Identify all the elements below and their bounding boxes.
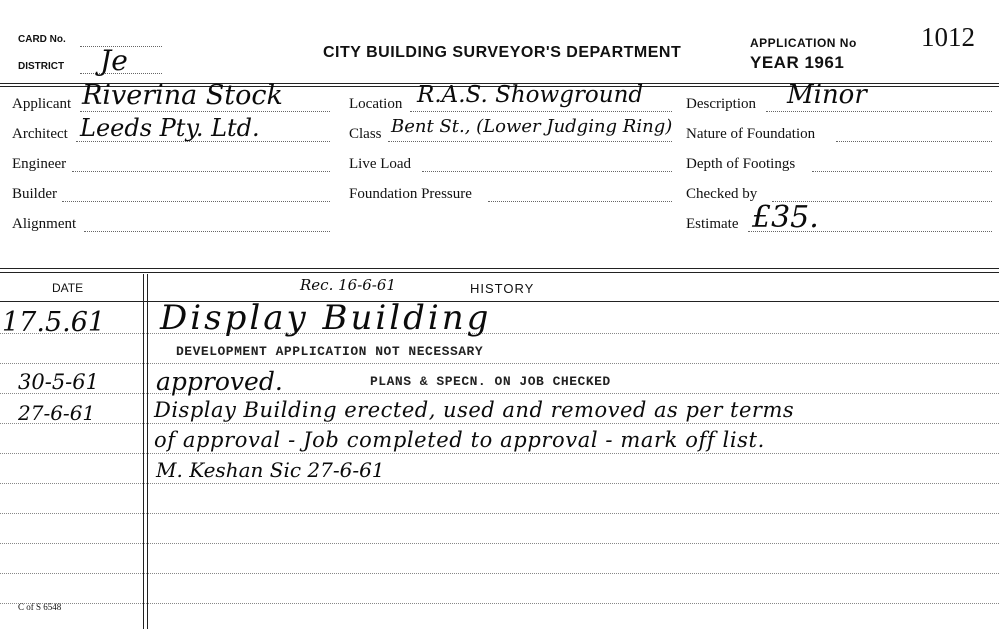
history-line: [0, 603, 999, 604]
entry-date: 30-5-61: [18, 370, 99, 394]
nature-label: Nature of Foundation: [686, 126, 816, 142]
history-line: [0, 393, 999, 394]
application-number: 1012: [921, 22, 975, 52]
description-line: [766, 111, 992, 112]
estimate-label: Estimate: [686, 216, 739, 232]
checked-label: Checked by: [686, 186, 758, 202]
class-value: Bent St., (Lower Judging Ring): [391, 116, 673, 137]
history-line: [0, 363, 999, 364]
date-column-divider-2: [147, 274, 148, 629]
location-value: R.A.S. Showground: [417, 82, 644, 108]
location-label: Location: [349, 96, 403, 112]
history-header: HISTORY: [470, 281, 535, 296]
entry-date: 17.5.61: [2, 307, 106, 338]
history-line: [0, 543, 999, 544]
alignment-line: [84, 231, 330, 232]
description-label: Description: [686, 96, 756, 112]
depth-label: Depth of Footings: [686, 156, 796, 172]
nature-line: [836, 141, 992, 142]
entry-text: Display Building erected, used and removed as per terms: [154, 398, 795, 422]
history-line: [0, 333, 999, 334]
architect-label: Architect: [12, 126, 68, 142]
history-line: [0, 483, 999, 484]
district-value: Je: [100, 44, 128, 77]
history-line: [0, 573, 999, 574]
engineer-line: [72, 171, 330, 172]
builder-label: Builder: [12, 186, 57, 202]
stamp-plans-checked: PLANS & SPECN. ON JOB CHECKED: [370, 374, 611, 389]
application-label: APPLICATION No: [750, 36, 857, 50]
applicant-line: [80, 111, 330, 112]
live-load-label: Live Load: [349, 156, 412, 172]
foundation-pressure-label: Foundation Pressure: [349, 186, 472, 202]
entry-text: Display Building: [160, 298, 492, 338]
location-line: [410, 111, 672, 112]
entry-text: approved.: [156, 367, 283, 396]
history-rule-top2: [0, 272, 999, 273]
district-label: DISTRICT: [18, 61, 65, 72]
live-load-line: [422, 171, 672, 172]
depth-line: [812, 171, 992, 172]
class-label: Class: [349, 126, 382, 142]
alignment-label: Alignment: [12, 216, 77, 232]
date-column-divider: [143, 274, 144, 629]
history-header-rule: [0, 301, 999, 302]
history-line: [0, 453, 999, 454]
year-label: YEAR 1961: [750, 53, 845, 72]
description-value: Minor: [787, 80, 867, 110]
card-no-label: CARD No.: [18, 34, 66, 45]
received-note: Rec. 16-6-61: [300, 276, 396, 294]
entry-continuation: of approval - Job completed to approval - mark off list.: [154, 428, 765, 452]
form-code: C of S 6548: [18, 602, 62, 612]
history-line: [0, 513, 999, 514]
class-line: [388, 141, 672, 142]
date-header: DATE: [52, 281, 84, 295]
engineer-label: Engineer: [12, 156, 67, 172]
entry-signature: M. Keshan Sic 27-6-61: [156, 458, 385, 482]
builder-line: [62, 201, 330, 202]
entry-date: 27-6-61: [18, 401, 96, 425]
estimate-value: £35.: [752, 200, 819, 235]
applicant-label: Applicant: [12, 96, 72, 112]
history-rule-top: [0, 268, 999, 269]
history-line: [0, 423, 999, 424]
architect-value: Leeds Pty. Ltd.: [80, 114, 260, 142]
stamp-development-application: DEVELOPMENT APPLICATION NOT NECESSARY: [176, 344, 484, 359]
applicant-value: Riverina Stock: [82, 80, 283, 111]
foundation-pressure-line: [488, 201, 672, 202]
department-title: CITY BUILDING SURVEYOR'S DEPARTMENT: [323, 44, 682, 61]
